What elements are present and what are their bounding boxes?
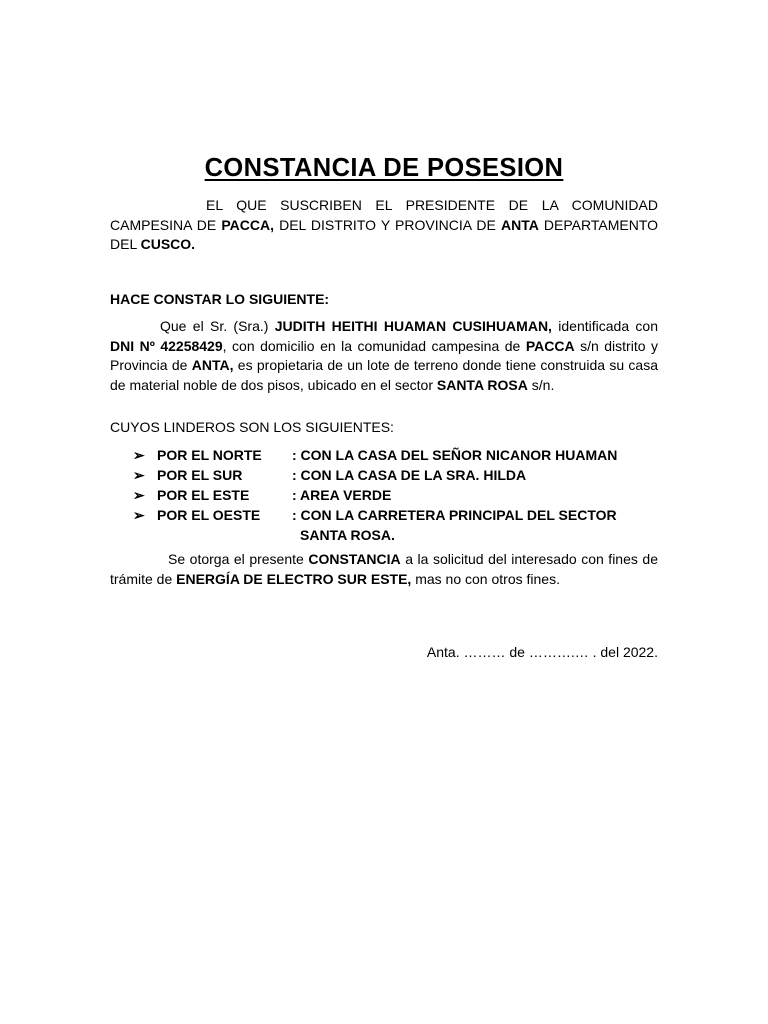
otorga-paragraph: Se otorga el presente CONSTANCIA a la solicitud del interesado con fines de trámite de ENERGÍA DE ELECTRO SUR ESTE, mas no con otros fines.: [110, 551, 658, 587]
date-line: Anta. ……… de ……….… . del 2022.: [426, 644, 658, 660]
lindero-este: [133, 485, 663, 505]
lindero-sur: [133, 465, 663, 485]
linderos-list: [133, 445, 663, 545]
arrow-bullet-icon: ➢: [133, 487, 145, 503]
arrow-bullet-icon: ➢: [133, 467, 145, 483]
lindero-description: : CON LA CASA DE LA SRA. HILDA: [292, 467, 527, 483]
lindero-direction: POR EL SUR: [157, 467, 243, 483]
lindero-description-line2: SANTA ROSA.: [300, 527, 395, 543]
lindero-description: [292, 505, 663, 545]
lindero-description: : CON LA CASA DEL SEÑOR NICANOR HUAMAN: [292, 447, 618, 463]
hace-constar-heading: HACE CONSTAR LO SIGUIENTE:: [110, 291, 330, 307]
lindero-norte: [133, 445, 663, 465]
lindero-direction: POR EL OESTE: [157, 507, 261, 523]
intro-paragraph: EL QUE SUSCRIBEN EL PRESIDENTE DE LA COMUNIDAD CAMPESINA DE PACCA, DEL DISTRITO Y PROVINCIA DE ANTA DEPARTAMENTO DEL CUSCO.: [110, 197, 659, 252]
document-title: CONSTANCIA DE POSESION: [204, 154, 564, 182]
lindero-direction: POR EL ESTE: [157, 487, 250, 503]
lindero-direction: POR EL NORTE: [157, 447, 262, 463]
lindero-description: : AREA VERDE: [292, 487, 392, 503]
lindero-oeste: [133, 505, 663, 545]
body-paragraph: Que el Sr. (Sra.) JUDITH HEITHI HUAMAN CUSIHUAMAN, identificada con DNI Nº 42258429, con domicilio en la comunidad campesina de PACCA s/n distrito y Provincia de ANTA, es propietaria de un lote de terreno donde tiene construida su casa de material noble de dos pisos, ubicado en el sector SANTA ROSA s/n.: [110, 318, 658, 393]
linderos-heading: CUYOS LINDEROS SON LOS SIGUIENTES:: [110, 419, 394, 435]
arrow-bullet-icon: ➢: [133, 507, 145, 523]
arrow-bullet-icon: ➢: [133, 447, 145, 463]
lindero-description-line1: : CON LA CARRETERA PRINCIPAL DEL SECTOR: [292, 507, 617, 523]
